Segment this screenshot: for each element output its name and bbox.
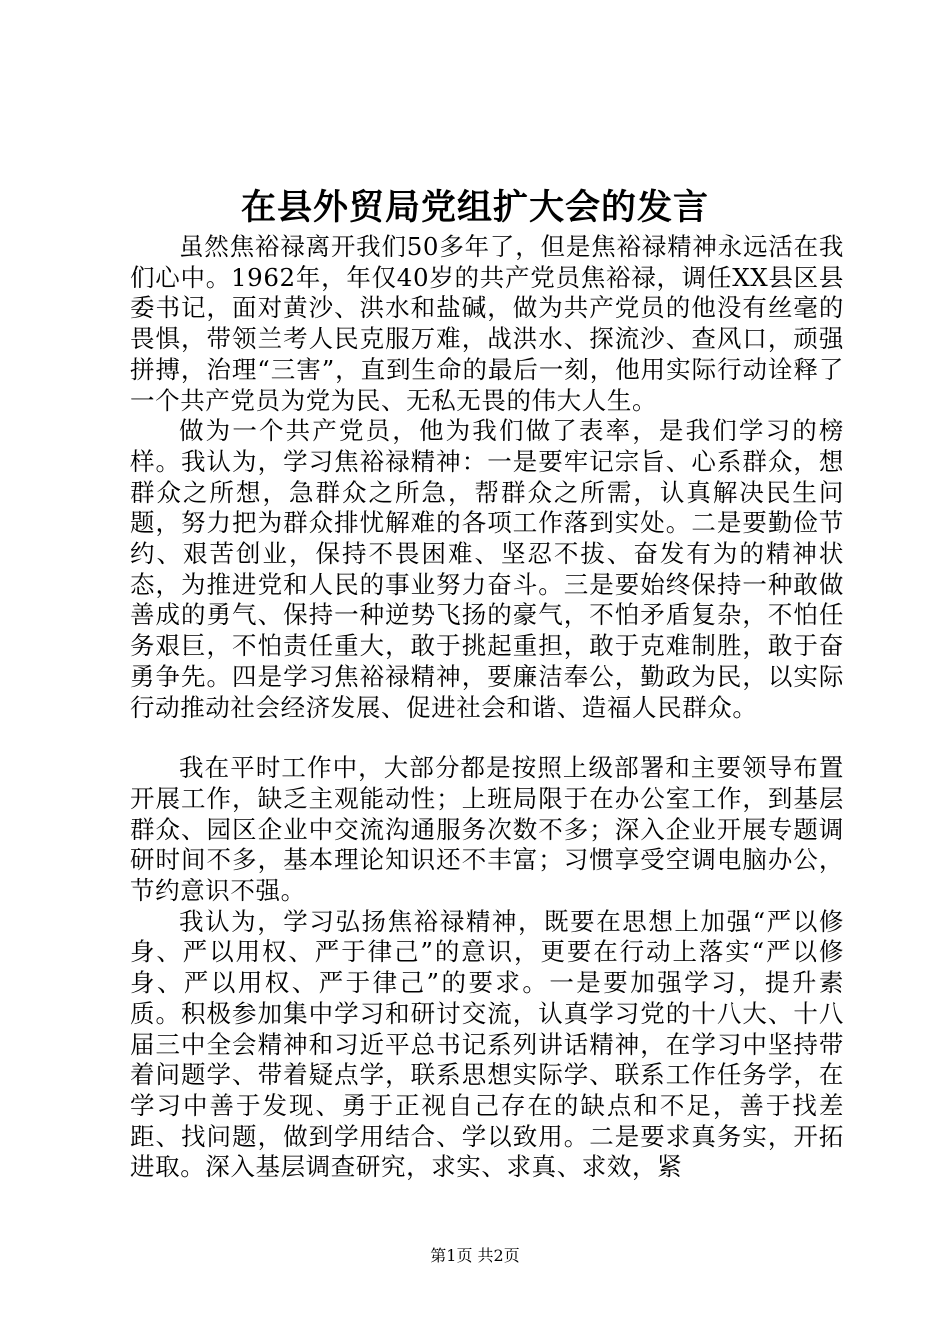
page-footer: 第1页 共2页: [430, 1246, 520, 1265]
paragraph-4: 我认为，学习弘扬焦裕禄精神，既要在思想上加强“严以修身、严以用权、严于律己”的意识，更要在行动上落实“严以修身、严以用权、严于律己”的要求。一是要加强学习，提升素质。积极参加集中学习和研讨交流，认真学习党的十八大、十八届三中全会精神和习近平总书记系列讲话精神，在学习中坚持带着问题学、带着疑点学，联系思想实际学、联系工作任务学，在学习中善于发现、勇于正视自己存在的缺点和不足，善于找差距、找问题，做到学用结合、学以致用。二是要求真务实，开拓进取。深入基层调查研究，求实、求真、求效，紧: [130, 906, 844, 1182]
paragraph-1: 虽然焦裕禄离开我们50多年了，但是焦裕禄精神永远活在我们心中。1962年，年仅40岁的共产党员焦裕禄，调任XX县区县委书记，面对黄沙、洪水和盐碱，做为共产党员的他没有丝毫的畏惧，带领兰考人民克服万难，战洪水、探流沙、查风口，顽强拼搏，治理“三害”，直到生命的最后一刻，他用实际行动诠释了一个共产党员为党为民、无私无畏的伟大人生。: [130, 232, 844, 415]
document-title: 在县外贸局党组扩大会的发言: [240, 187, 709, 228]
paragraph-3: 我在平时工作中，大部分都是按照上级部署和主要领导布置开展工作，缺乏主观能动性；上班局限于在办公室工作，到基层群众、园区企业中交流沟通服务次数不多；深入企业开展专题调研时间不多，基本理论知识还不丰富；习惯享受空调电脑办公，节约意识不强。: [130, 753, 844, 906]
paragraph-2: 做为一个共产党员，他为我们做了表率，是我们学习的榜样。我认为，学习焦裕禄精神：一是要牢记宗旨、心系群众，想群众之所想，急群众之所急，帮群众之所需，认真解决民生问题，努力把为群众排忧解难的各项工作落到实处。二是要勤俭节约、艰苦创业，保持不畏困难、坚忍不拔、奋发有为的精神状态，为推进党和人民的事业努力奋斗。三是要始终保持一种敢做善成的勇气、保持一种逆势飞扬的豪气，不怕矛盾复杂，不怕任务艰巨，不怕责任重大，敢于挑起重担，敢于克难制胜，敢于奋勇争先。四是学习焦裕禄精神，要廉洁奉公，勤政为民，以实际行动推动社会经济发展、促进社会和谐、造福人民群众。: [130, 416, 844, 722]
document-body: [130, 232, 844, 1183]
